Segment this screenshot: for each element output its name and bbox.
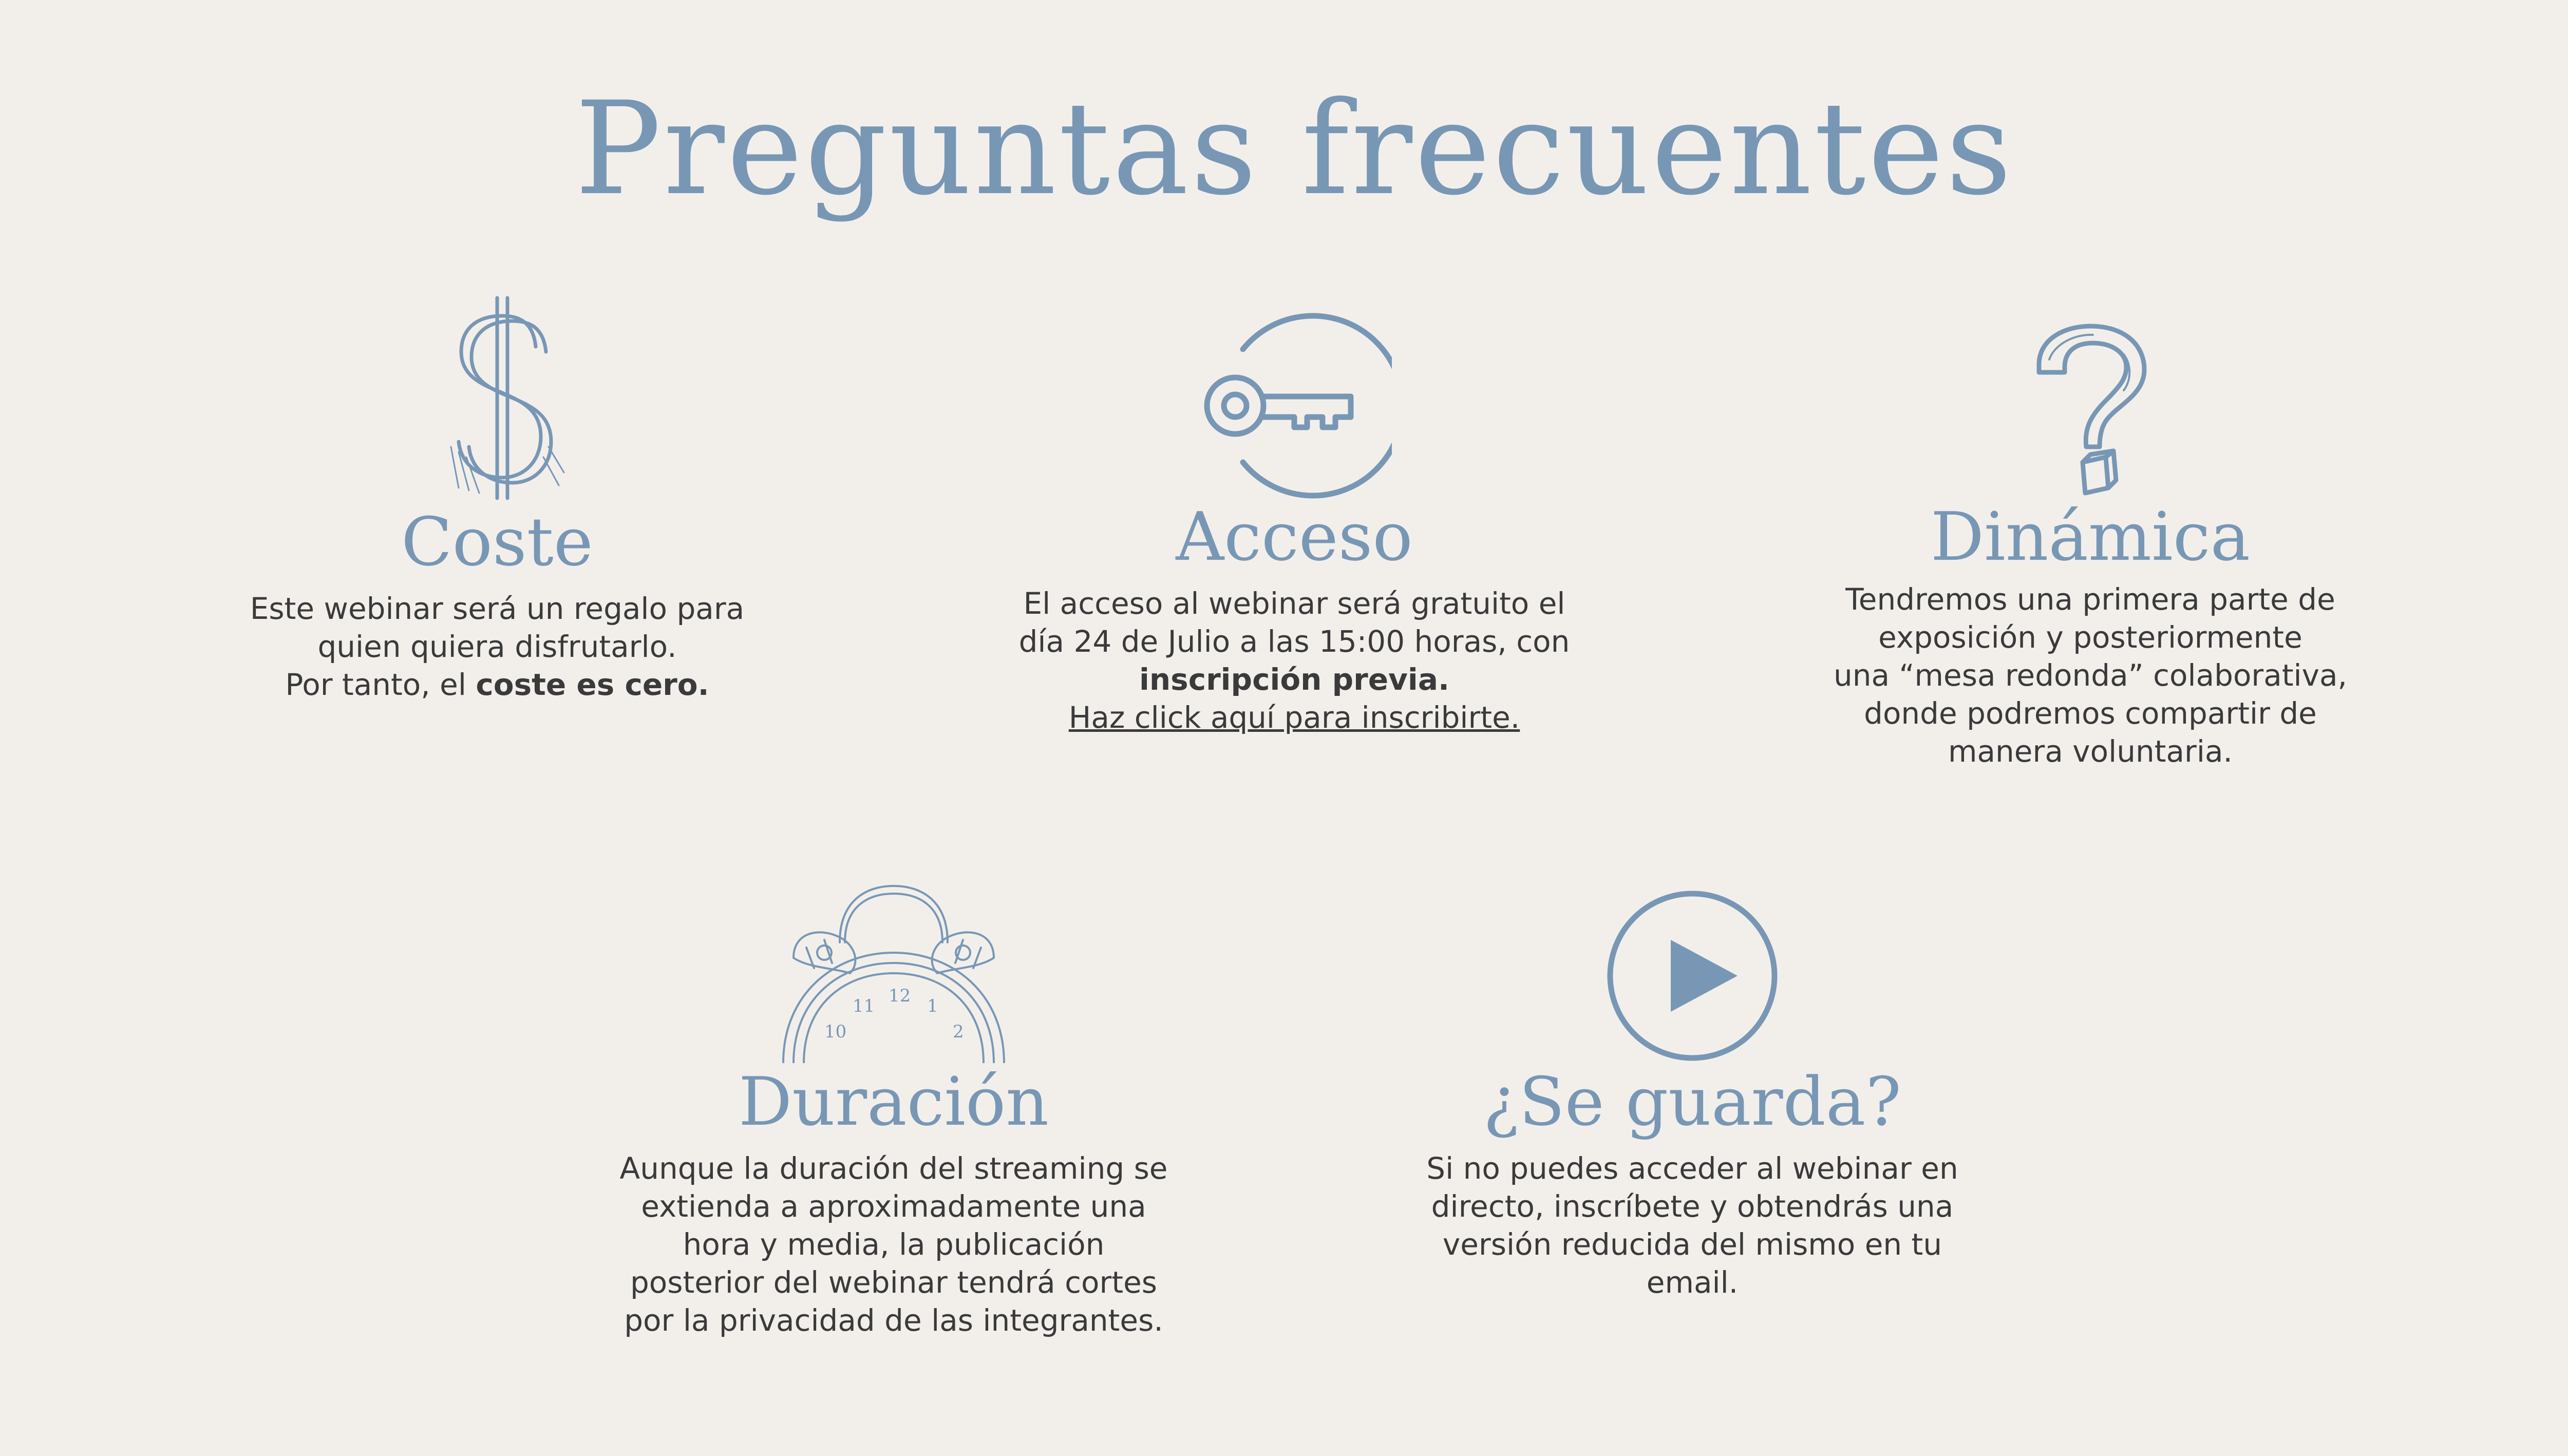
text-bold: inscripción previa.: [1139, 662, 1449, 697]
text-fragment: Por tanto, el: [285, 667, 476, 702]
svg-text:2: 2: [953, 1022, 964, 1042]
text-line: manera voluntaria.: [1948, 734, 2233, 769]
dollar-sign-icon: [420, 293, 574, 503]
card-title-dinamica: Dinámica: [1930, 498, 2251, 576]
card-text-coste: [163, 590, 831, 704]
card-text-guarda: [1358, 1149, 2026, 1301]
svg-text:10: 10: [824, 1022, 847, 1042]
text-line: Tendremos una primera parte de: [1845, 582, 2335, 617]
faq-card-dinamica: [1757, 324, 2424, 770]
text-line: [163, 666, 831, 704]
key-icon: [1197, 308, 1392, 503]
text-line: hora y media, la publicación: [683, 1227, 1105, 1262]
card-title-duracion: Duración: [739, 1063, 1049, 1141]
text-bold: coste es cero.: [476, 667, 709, 702]
svg-text:12: 12: [889, 986, 911, 1006]
card-text-dinamica: [1757, 580, 2424, 770]
text-line: por la privacidad de las integrantes.: [624, 1303, 1163, 1338]
text-line: posterior del webinar tendrá cortes: [630, 1265, 1158, 1300]
faq-card-acceso: [960, 308, 1628, 736]
text-line: extienda a aproximadamente una: [641, 1189, 1146, 1224]
text-line: exposición y posteriormente: [1878, 620, 2302, 655]
text-line: versión reducida del mismo en tu: [1442, 1227, 1942, 1262]
play-icon[interactable]: [1605, 888, 1780, 1063]
text-line: quien quiera disfrutarlo.: [317, 629, 677, 664]
text-line: Este webinar será un regalo para: [250, 591, 745, 626]
svg-text:11: 11: [853, 996, 875, 1016]
text-line: una “mesa redonda” colaborativa,: [1834, 658, 2347, 693]
text-line: directo, inscríbete y obtendrás una: [1431, 1189, 1954, 1224]
text-line: Aunque la duración del streaming se: [619, 1151, 1168, 1186]
faq-card-coste: [163, 293, 831, 704]
card-title-acceso: Acceso: [1176, 498, 1413, 576]
text-line: email.: [1646, 1265, 1739, 1300]
text-line: día 24 de Julio a las 15:00 horas, con: [1018, 624, 1570, 659]
card-text-acceso: [960, 584, 1628, 736]
question-mark-icon: [2029, 324, 2152, 503]
alarm-clock-icon: [773, 881, 1014, 1063]
text-line: El acceso al webinar será gratuito el: [1023, 586, 1565, 621]
svg-text:1: 1: [927, 996, 938, 1016]
card-title-guarda: ¿Se guarda?: [1483, 1063, 1902, 1141]
text-line: Si no puedes acceder al webinar en: [1426, 1151, 1958, 1186]
register-link[interactable]: Haz click aquí para inscribirte.: [1068, 700, 1520, 735]
card-text-duracion: [560, 1149, 1228, 1339]
page-title: Preguntas frecuentes: [575, 74, 2014, 223]
card-title-coste: Coste: [401, 503, 593, 581]
faq-card-guarda: [1358, 888, 2026, 1301]
text-line: donde podremos compartir de: [1864, 696, 2317, 731]
faq-card-duracion: [560, 881, 1228, 1339]
